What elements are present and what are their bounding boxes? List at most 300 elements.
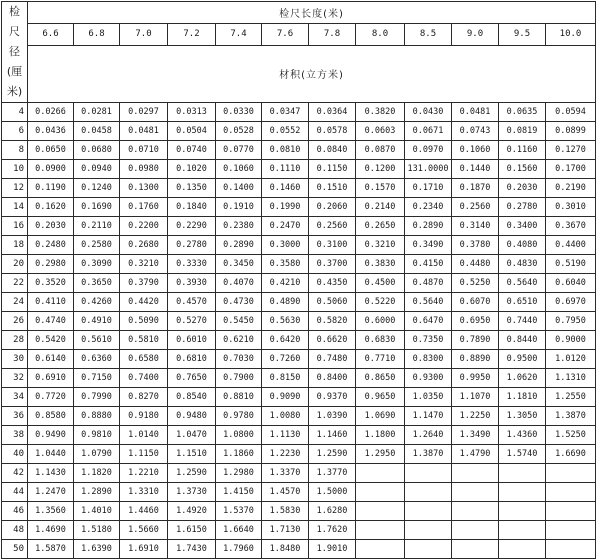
diameter-cell: 34	[2, 388, 28, 407]
volume-cell: 1.1310	[546, 369, 596, 388]
volume-cell	[499, 521, 546, 540]
volume-cell: 0.2470	[262, 217, 309, 236]
volume-cell: 0.4210	[262, 274, 309, 293]
volume-cell: 0.4500	[356, 274, 405, 293]
volume-cell: 1.4790	[452, 445, 499, 464]
volume-cell: 0.1840	[168, 198, 216, 217]
volume-cell: 0.8580	[28, 407, 74, 426]
length-header-cell: 9.5	[499, 23, 546, 45]
volume-cell: 0.4830	[499, 255, 546, 274]
volume-cell: 1.0690	[356, 407, 405, 426]
volume-cell: 0.1300	[120, 179, 168, 198]
volume-cell: 0.2030	[499, 179, 546, 198]
volume-cell: 1.5370	[216, 502, 262, 521]
volume-cell: 1.4570	[262, 483, 309, 502]
volume-cell: 0.0940	[74, 160, 120, 179]
volume-cell: 0.0710	[120, 141, 168, 160]
volume-cell: 0.3700	[309, 255, 356, 274]
table-row	[2, 236, 596, 255]
volume-cell: 0.4480	[452, 255, 499, 274]
volume-cell: 1.0800	[216, 426, 262, 445]
volume-cell: 0.8270	[120, 388, 168, 407]
volume-cell: 0.3090	[74, 255, 120, 274]
volume-cell: 1.0080	[262, 407, 309, 426]
volume-cell	[499, 483, 546, 502]
volume-cell: 1.2210	[120, 464, 168, 483]
volume-cell	[405, 502, 452, 521]
volume-cell: 0.9180	[120, 407, 168, 426]
volume-cell: 0.1400	[216, 179, 262, 198]
volume-cell: 0.2780	[499, 198, 546, 217]
volume-cell: 1.1070	[452, 388, 499, 407]
volume-cell: 0.5450	[216, 312, 262, 331]
table-row	[2, 160, 596, 179]
diameter-cell: 42	[2, 464, 28, 483]
volume-cell: 0.9780	[216, 407, 262, 426]
volume-cell: 0.2340	[405, 198, 452, 217]
volume-cell: 0.3930	[168, 274, 216, 293]
volume-table	[1, 1, 596, 559]
volume-cell: 0.0603	[356, 122, 405, 141]
volume-cell: 0.5820	[309, 312, 356, 331]
volume-cell: 0.0594	[546, 103, 596, 122]
volume-cell: 0.1570	[356, 179, 405, 198]
volume-cell: 0.3010	[546, 198, 596, 217]
volume-cell: 1.5000	[309, 483, 356, 502]
volume-cell: 1.8480	[262, 540, 309, 559]
volume-cell: 0.1700	[546, 160, 596, 179]
volume-cell: 0.6580	[120, 350, 168, 369]
volume-cell: 1.6280	[309, 502, 356, 521]
volume-cell: 1.2250	[452, 407, 499, 426]
volume-cell	[499, 502, 546, 521]
volume-cell: 0.1620	[28, 198, 74, 217]
volume-cell: 0.9490	[28, 426, 74, 445]
table-row	[2, 198, 596, 217]
table-body	[2, 103, 596, 559]
volume-cell: 1.7960	[216, 540, 262, 559]
volume-cell: 0.9000	[546, 331, 596, 350]
table-row	[2, 407, 596, 426]
volume-cell: 0.0900	[28, 160, 74, 179]
volume-cell: 1.3310	[120, 483, 168, 502]
diameter-header	[2, 2, 28, 103]
table-row	[2, 141, 596, 160]
volume-cell: 1.9010	[309, 540, 356, 559]
volume-cell	[546, 483, 596, 502]
volume-cell: 1.3730	[168, 483, 216, 502]
volume-cell: 1.0790	[74, 445, 120, 464]
volume-cell: 1.0120	[546, 350, 596, 369]
volume-cell: 0.1690	[74, 198, 120, 217]
length-header-cell: 8.5	[405, 23, 452, 45]
volume-cell: 0.3210	[120, 255, 168, 274]
volume-cell: 0.5640	[499, 274, 546, 293]
volume-cell: 0.0680	[74, 141, 120, 160]
volume-cell: 1.5740	[499, 445, 546, 464]
diameter-cell: 24	[2, 293, 28, 312]
diameter-cell: 36	[2, 407, 28, 426]
volume-cell: 0.1060	[452, 141, 499, 160]
volume-cell: 0.8300	[405, 350, 452, 369]
volume-cell: 0.4070	[216, 274, 262, 293]
volume-cell: 1.4010	[74, 502, 120, 521]
volume-cell: 0.7950	[546, 312, 596, 331]
diameter-header-char: 检	[9, 5, 20, 18]
volume-cell: 0.8400	[309, 369, 356, 388]
volume-cell: 0.6950	[452, 312, 499, 331]
volume-cell: 1.2890	[74, 483, 120, 502]
volume-cell: 0.5060	[309, 293, 356, 312]
table-row	[2, 540, 596, 559]
volume-cell: 0.7900	[216, 369, 262, 388]
volume-cell: 0.2650	[356, 217, 405, 236]
volume-cell: 0.5630	[262, 312, 309, 331]
length-header-cell: 6.8	[74, 23, 120, 45]
volume-cell: 0.7440	[499, 312, 546, 331]
volume-cell: 0.2780	[168, 236, 216, 255]
volume-cell	[546, 540, 596, 559]
volume-cell: 0.3820	[356, 103, 405, 122]
volume-cell: 0.3330	[168, 255, 216, 274]
volume-cell: 0.0313	[168, 103, 216, 122]
volume-cell: 0.3650	[74, 274, 120, 293]
volume-cell: 131.0000	[405, 160, 452, 179]
volume-cell: 0.1560	[499, 160, 546, 179]
diameter-cell: 44	[2, 483, 28, 502]
volume-cell: 0.0970	[405, 141, 452, 160]
volume-cell: 0.0281	[74, 103, 120, 122]
volume-cell: 1.1510	[168, 445, 216, 464]
diameter-header-char: (厘	[6, 65, 23, 78]
table-row	[2, 255, 596, 274]
volume-cell: 0.0481	[120, 122, 168, 141]
volume-cell: 0.1150	[309, 160, 356, 179]
volume-cell: 0.2380	[216, 217, 262, 236]
volume-cell: 0.2560	[452, 198, 499, 217]
diameter-cell: 10	[2, 160, 28, 179]
volume-cell: 0.1240	[74, 179, 120, 198]
volume-cell: 0.9810	[74, 426, 120, 445]
volume-cell: 0.0980	[120, 160, 168, 179]
volume-cell: 0.6420	[262, 331, 309, 350]
diameter-cell: 8	[2, 141, 28, 160]
volume-cell: 0.1460	[262, 179, 309, 198]
volume-cell: 0.9300	[405, 369, 452, 388]
volume-cell: 0.1910	[216, 198, 262, 217]
volume-cell	[356, 540, 405, 559]
volume-cell: 0.7890	[452, 331, 499, 350]
volume-cell: 0.0671	[405, 122, 452, 141]
table-row	[2, 179, 596, 198]
volume-cell: 1.5830	[262, 502, 309, 521]
table-row	[2, 312, 596, 331]
volume-cell: 0.2560	[309, 217, 356, 236]
volume-cell: 1.0620	[499, 369, 546, 388]
table-row	[2, 293, 596, 312]
volume-cell: 0.8440	[499, 331, 546, 350]
diameter-cell: 20	[2, 255, 28, 274]
volume-cell: 0.1110	[262, 160, 309, 179]
diameter-cell: 22	[2, 274, 28, 293]
volume-cell: 1.3050	[499, 407, 546, 426]
diameter-header-char: 径	[9, 45, 20, 58]
volume-cell: 0.1760	[120, 198, 168, 217]
volume-cell: 0.3830	[356, 255, 405, 274]
volume-cell: 0.2680	[120, 236, 168, 255]
volume-cell: 1.0440	[28, 445, 74, 464]
volume-cell: 1.3370	[262, 464, 309, 483]
volume-cell: 0.9480	[168, 407, 216, 426]
volume-cell: 0.4080	[499, 236, 546, 255]
volume-cell: 0.4400	[546, 236, 596, 255]
volume-cell: 0.2200	[120, 217, 168, 236]
volume-cell: 0.1200	[356, 160, 405, 179]
diameter-cell: 50	[2, 540, 28, 559]
length-header-cell: 9.0	[452, 23, 499, 45]
volume-cell: 0.5640	[405, 293, 452, 312]
volume-cell: 0.6620	[309, 331, 356, 350]
volume-cell: 0.8540	[168, 388, 216, 407]
volume-cell: 1.1860	[216, 445, 262, 464]
volume-cell: 0.3490	[405, 236, 452, 255]
volume-cell: 0.4110	[28, 293, 74, 312]
volume-cell: 1.1800	[356, 426, 405, 445]
volume-cell: 0.2140	[356, 198, 405, 217]
diameter-cell: 32	[2, 369, 28, 388]
volume-cell: 0.2980	[28, 255, 74, 274]
volume-cell: 1.4690	[28, 521, 74, 540]
volume-cell: 0.3210	[356, 236, 405, 255]
length-header-cell: 7.2	[168, 23, 216, 45]
diameter-header-char: 米)	[6, 85, 23, 98]
volume-cell: 0.0870	[356, 141, 405, 160]
volume-cell	[405, 483, 452, 502]
volume-cell: 0.6010	[168, 331, 216, 350]
diameter-cell: 38	[2, 426, 28, 445]
volume-cell: 0.2030	[28, 217, 74, 236]
volume-cell: 0.2290	[168, 217, 216, 236]
volume-cell: 0.8650	[356, 369, 405, 388]
volume-cell: 0.3670	[546, 217, 596, 236]
volume-cell: 0.0810	[262, 141, 309, 160]
volume-cell: 0.7720	[28, 388, 74, 407]
volume-cell: 1.6150	[168, 521, 216, 540]
volume-cell: 0.6360	[74, 350, 120, 369]
volume-cell: 0.5610	[74, 331, 120, 350]
volume-cell: 1.2950	[356, 445, 405, 464]
length-header-cell: 7.8	[309, 23, 356, 45]
diameter-cell: 46	[2, 502, 28, 521]
volume-cell: 0.7710	[356, 350, 405, 369]
volume-cell: 1.1130	[262, 426, 309, 445]
volume-cell: 0.3780	[452, 236, 499, 255]
volume-cell	[356, 521, 405, 540]
volume-cell: 0.7480	[309, 350, 356, 369]
volume-cell	[452, 483, 499, 502]
diameter-cell: 6	[2, 122, 28, 141]
volume-cell: 1.2590	[168, 464, 216, 483]
volume-cell: 1.7620	[309, 521, 356, 540]
volume-cell: 1.4360	[499, 426, 546, 445]
volume-cell: 0.0347	[262, 103, 309, 122]
volume-cell: 0.3140	[452, 217, 499, 236]
volume-cell: 0.6910	[28, 369, 74, 388]
volume-cell: 0.0528	[216, 122, 262, 141]
volume-cell: 0.8150	[262, 369, 309, 388]
length-header-cell: 7.0	[120, 23, 168, 45]
volume-cell	[546, 464, 596, 483]
length-header-cell: 6.6	[28, 23, 74, 45]
volume-cell	[452, 521, 499, 540]
volume-cell: 1.2980	[216, 464, 262, 483]
volume-cell: 0.0436	[28, 122, 74, 141]
diameter-cell: 30	[2, 350, 28, 369]
volume-cell: 1.5660	[120, 521, 168, 540]
volume-cell: 0.0770	[216, 141, 262, 160]
volume-cell: 0.4870	[405, 274, 452, 293]
length-header-cell: 7.6	[262, 23, 309, 45]
volume-cell: 1.0390	[309, 407, 356, 426]
table-row	[2, 502, 596, 521]
volume-cell: 1.1820	[74, 464, 120, 483]
volume-cell: 0.2110	[74, 217, 120, 236]
volume-cell: 0.4740	[28, 312, 74, 331]
length-group-header: 检尺长度(米)	[28, 2, 596, 24]
volume-cell: 1.6910	[120, 540, 168, 559]
volume-cell	[499, 464, 546, 483]
volume-cell: 0.0481	[452, 103, 499, 122]
volume-cell: 0.7400	[120, 369, 168, 388]
volume-cell: 0.4730	[216, 293, 262, 312]
volume-cell	[452, 464, 499, 483]
volume-cell: 1.6390	[74, 540, 120, 559]
volume-cell: 1.3490	[452, 426, 499, 445]
volume-cell: 0.0364	[309, 103, 356, 122]
length-header-cell: 7.4	[216, 23, 262, 45]
volume-cell: 0.0819	[499, 122, 546, 141]
volume-cell: 1.3560	[28, 502, 74, 521]
volume-cell: 0.5420	[28, 331, 74, 350]
volume-cell: 1.1810	[499, 388, 546, 407]
volume-cell: 0.2060	[309, 198, 356, 217]
volume-cell: 0.4260	[74, 293, 120, 312]
volume-cell: 1.1470	[405, 407, 452, 426]
volume-cell: 1.5250	[546, 426, 596, 445]
volume-cell: 0.6140	[28, 350, 74, 369]
volume-cell: 0.8880	[74, 407, 120, 426]
volume-cell: 0.8890	[452, 350, 499, 369]
table-row	[2, 483, 596, 502]
volume-cell: 0.9500	[499, 350, 546, 369]
volume-cell	[405, 540, 452, 559]
volume-cell: 1.5870	[28, 540, 74, 559]
volume-cell: 0.7030	[216, 350, 262, 369]
diameter-cell: 4	[2, 103, 28, 122]
volume-cell: 0.2480	[28, 236, 74, 255]
volume-cell	[546, 502, 596, 521]
volume-group-header: 材积(立方米)	[28, 45, 596, 102]
volume-cell	[405, 521, 452, 540]
volume-cell: 1.1150	[120, 445, 168, 464]
table-row	[2, 274, 596, 293]
volume-cell: 1.4920	[168, 502, 216, 521]
table-row	[2, 331, 596, 350]
volume-cell: 1.2470	[28, 483, 74, 502]
volume-cell: 0.5270	[168, 312, 216, 331]
volume-cell: 0.6810	[168, 350, 216, 369]
volume-cell: 1.2550	[546, 388, 596, 407]
volume-cell: 1.6640	[216, 521, 262, 540]
volume-cell: 0.0552	[262, 122, 309, 141]
volume-cell: 0.9090	[262, 388, 309, 407]
diameter-cell: 14	[2, 198, 28, 217]
table-row	[2, 369, 596, 388]
volume-cell: 0.9950	[452, 369, 499, 388]
table-row	[2, 521, 596, 540]
volume-cell: 0.0635	[499, 103, 546, 122]
volume-cell: 0.9650	[356, 388, 405, 407]
volume-cell: 0.7150	[74, 369, 120, 388]
volume-cell: 1.4150	[216, 483, 262, 502]
volume-cell: 0.4890	[262, 293, 309, 312]
volume-cell: 0.1270	[546, 141, 596, 160]
volume-cell: 0.2580	[74, 236, 120, 255]
volume-cell: 0.0430	[405, 103, 452, 122]
volume-cell: 0.7650	[168, 369, 216, 388]
volume-cell: 0.6000	[356, 312, 405, 331]
volume-cell: 0.0330	[216, 103, 262, 122]
volume-cell: 0.0504	[168, 122, 216, 141]
volume-cell: 0.1990	[262, 198, 309, 217]
volume-cell: 0.3400	[499, 217, 546, 236]
volume-cell: 0.3000	[262, 236, 309, 255]
table-row	[2, 122, 596, 141]
volume-cell: 0.6210	[216, 331, 262, 350]
volume-cell: 0.1710	[405, 179, 452, 198]
volume-cell: 0.0266	[28, 103, 74, 122]
volume-cell: 0.5810	[120, 331, 168, 350]
volume-cell: 0.1870	[452, 179, 499, 198]
volume-cell: 1.1430	[28, 464, 74, 483]
diameter-cell: 26	[2, 312, 28, 331]
volume-cell: 0.6970	[546, 293, 596, 312]
volume-cell: 1.3770	[309, 464, 356, 483]
volume-cell: 0.5190	[546, 255, 596, 274]
diameter-header-char: 尺	[9, 25, 20, 38]
table-row	[2, 464, 596, 483]
volume-cell	[405, 464, 452, 483]
table-row	[2, 217, 596, 236]
volume-cell: 0.0297	[120, 103, 168, 122]
diameter-cell: 16	[2, 217, 28, 236]
volume-cell: 0.3580	[262, 255, 309, 274]
diameter-cell: 18	[2, 236, 28, 255]
volume-cell: 0.0740	[168, 141, 216, 160]
volume-cell: 0.0840	[309, 141, 356, 160]
diameter-cell: 48	[2, 521, 28, 540]
volume-cell: 0.4570	[168, 293, 216, 312]
table-row	[2, 350, 596, 369]
volume-cell: 1.7130	[262, 521, 309, 540]
volume-cell: 0.1510	[309, 179, 356, 198]
table-row	[2, 103, 596, 122]
volume-cell: 0.0650	[28, 141, 74, 160]
volume-cell: 1.3870	[546, 407, 596, 426]
volume-cell: 0.5220	[356, 293, 405, 312]
table-row	[2, 445, 596, 464]
volume-cell: 0.1350	[168, 179, 216, 198]
